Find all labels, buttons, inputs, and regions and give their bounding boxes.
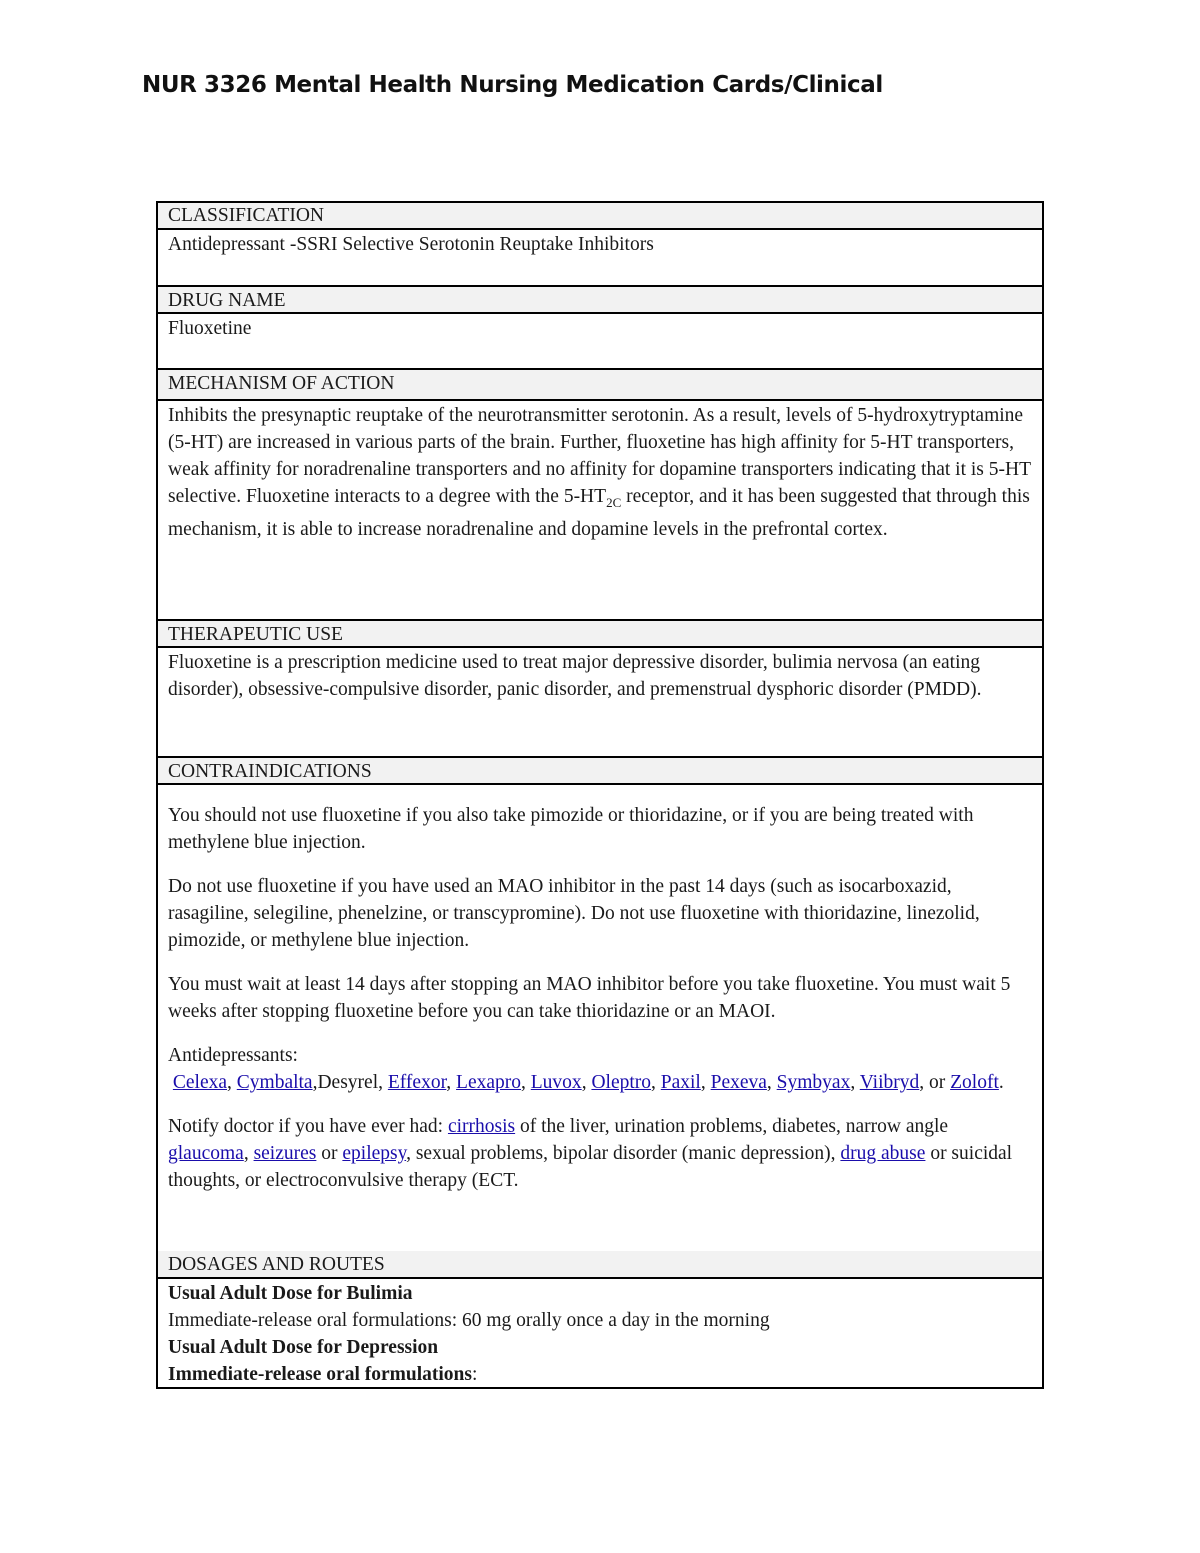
drug-name-header: DRUG NAME [158, 285, 1042, 314]
notify-text-2: of the liver, urination problems, diabetes, narrow angle [515, 1116, 949, 1137]
depression-dose-colon: : [471, 1364, 478, 1385]
mechanism-text-a: Inhibits the presynaptic reuptake of the neurotransmitter serotonin. As a result, levels of 5-hydroxytryptamine (5-HT) are increased in various parts of the brain. Further, fluoxetine has high affinity for 5-HT transporters, weak affinity for noradrenaline transporters and no affinity for dopamine transporters indicating that it is 5-HT selective. Fluoxetine interacts to a degree with the 5-HT [168, 405, 1031, 507]
antidepressants-label: Antidepressants: [168, 1045, 298, 1066]
notify-text-3: or [316, 1143, 343, 1164]
notify-text-4: , sexual problems, bipolar disorder (manic depression), [406, 1143, 841, 1164]
link-viibryd[interactable]: Viibryd [859, 1072, 920, 1093]
link-zoloft[interactable]: Zoloft [950, 1072, 999, 1093]
medication-card [156, 201, 1044, 1389]
contraindications-header: CONTRAINDICATIONS [158, 756, 1042, 785]
notify-text-1: Notify doctor if you have ever had: [168, 1116, 448, 1137]
link-glaucoma[interactable]: glaucoma [168, 1143, 244, 1164]
link-cirrhosis[interactable]: cirrhosis [447, 1116, 516, 1137]
dosages-body [168, 1280, 1032, 1388]
link-oleptro[interactable]: Oleptro [591, 1072, 652, 1093]
desyrel-text: Desyrel [317, 1072, 379, 1093]
classification-header: CLASSIFICATION [158, 203, 1042, 230]
depression-dose-heading: Usual Adult Dose for Depression [168, 1337, 439, 1358]
therapeutic-use-header: THERAPEUTIC USE [158, 619, 1042, 648]
contraindication-paragraph-2: Do not use fluoxetine if you have used an MAO inhibitor in the past 14 days (such as isocarboxazid, rasagiline, selegiline, phenelzine, or transcypromine). Do not use fluoxetine with thioridazine, linezolid, pimozide, or methylene blue injection. [168, 876, 980, 951]
depression-dose-subheading: Immediate-release oral formulations [168, 1364, 472, 1385]
mechanism-text [168, 402, 1032, 543]
link-celexa[interactable]: Celexa [172, 1072, 228, 1093]
link-drug-abuse[interactable]: drug abuse [840, 1143, 926, 1164]
page-title: NUR 3326 Mental Health Nursing Medication Cards/Clinical [142, 72, 883, 98]
notify-text-5: or suicidal thoughts, or electroconvulsive therapy (ECT. [168, 1143, 1013, 1191]
bulimia-dose-text: Immediate-release oral formulations: 60 mg orally once a day in the morning [168, 1310, 770, 1331]
contraindication-paragraph-3: You must wait at least 14 days after stopping an MAO inhibitor before you take fluoxetine. You must wait 5 weeks after stopping fluoxetine before you can take thioridazine or an MAOI. [168, 974, 1011, 1022]
mechanism-header: MECHANISM OF ACTION [158, 368, 1042, 401]
classification-value: Antidepressant -SSRI Selective Serotonin Reuptake Inhibitors [168, 234, 654, 255]
bulimia-dose-heading: Usual Adult Dose for Bulimia [168, 1283, 413, 1304]
link-epilepsy[interactable]: epilepsy [342, 1143, 407, 1164]
drug-name-value: Fluoxetine [168, 318, 252, 339]
link-effexor[interactable]: Effexor [387, 1072, 447, 1093]
link-lexapro[interactable]: Lexapro [456, 1072, 522, 1093]
notify-paragraph: Notify doctor if you have ever had: cirrhosis of the liver, urination problems, diabetes, narrow angle glaucoma, seizures or epilepsy, sexual problems, bipolar disorder (manic depression), drug abuse or suicidal thoughts, or electroconvulsive therapy (ECT. [168, 1116, 1013, 1191]
link-paxil[interactable]: Paxil [660, 1072, 701, 1093]
contraindications-body [168, 802, 1032, 1211]
link-pexeva[interactable]: Pexeva [710, 1072, 767, 1093]
or-text: or [929, 1072, 946, 1093]
link-luvox[interactable]: Luvox [530, 1072, 582, 1093]
dosages-header: DOSAGES AND ROUTES [158, 1251, 1042, 1279]
link-cymbalta[interactable]: Cymbalta [236, 1072, 313, 1093]
therapeutic-use-text: Fluoxetine is a prescription medicine used to treat major depressive disorder, bulimia nervosa (an eating disorder), obsessive-compulsive disorder, panic disorder, and premenstrual dysphoric disorder (PMDD). [168, 652, 982, 700]
link-symbyax[interactable]: Symbyax [776, 1072, 851, 1093]
link-seizures[interactable]: seizures [253, 1143, 317, 1164]
mechanism-text-b: receptor, and it has been suggested that through this mechanism, it is able to increase noradrenaline and dopamine levels in the prefrontal cortex. [168, 486, 1030, 540]
antidepressants-list: Antidepressants: Celexa, Cymbalta,Desyrel, Effexor, Lexapro, Luvox, Oleptro, Paxil, Pexeva, Symbyax, Viibryd, or Zoloft. [168, 1045, 1004, 1093]
mechanism-subscript: 2C [606, 494, 622, 510]
contraindication-paragraph-1: You should not use fluoxetine if you also take pimozide or thioridazine, or if you are being treated with methylene blue injection. [168, 805, 974, 853]
